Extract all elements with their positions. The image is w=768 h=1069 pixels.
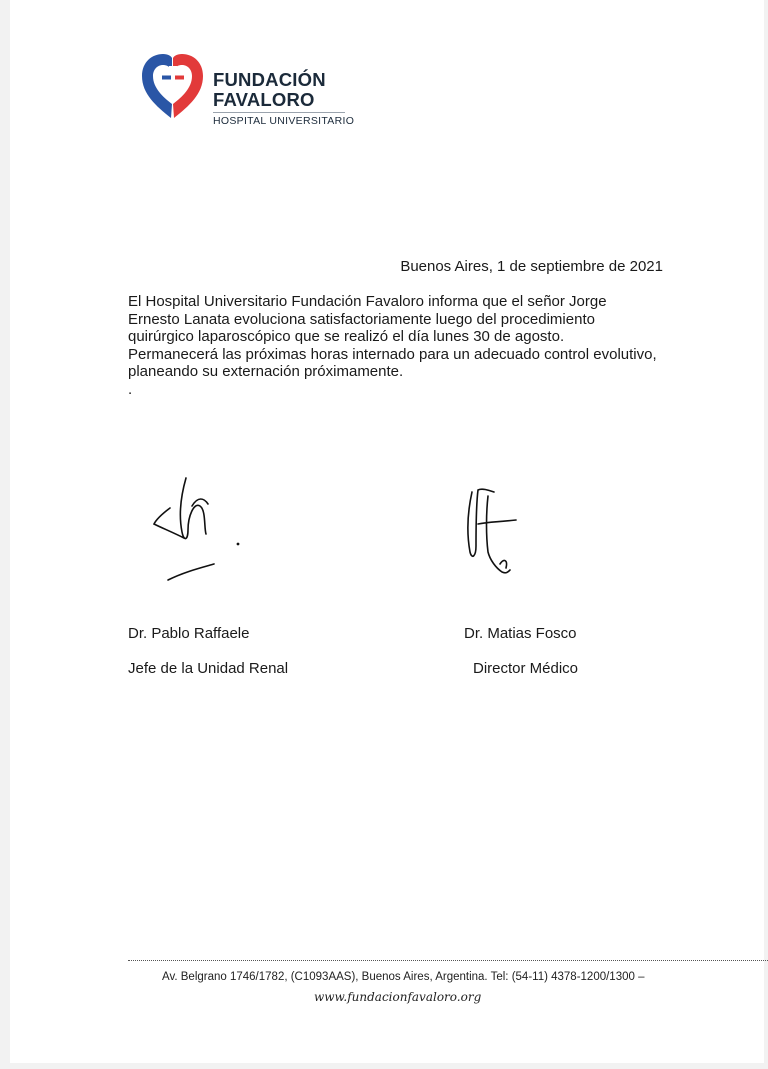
- org-name-line1: FUNDACIÓN: [213, 69, 326, 90]
- body-line: quirúrgico laparoscópico que se realizó el día lunes 30 de agosto.: [128, 328, 565, 345]
- signatory-title-left: Jefe de la Unidad Renal: [128, 660, 289, 677]
- body-line: planeando su externación próximamente.: [128, 363, 404, 380]
- letterhead-logo: [138, 52, 358, 128]
- signatory-name-right: Dr. Matias Fosco: [464, 625, 577, 642]
- footer-website: www.fundacionfavaloro.org: [314, 990, 482, 1004]
- body-line: Permanecerá las próximas horas internado para un adecuado control evolutivo,: [128, 345, 657, 363]
- footer-divider: [128, 960, 768, 961]
- letter-body: [128, 293, 688, 398]
- signatory-name-left: Dr. Pablo Raffaele: [128, 625, 250, 642]
- signatory-title-right: Director Médico: [473, 660, 579, 677]
- heart-cross-logo-icon: [138, 52, 208, 124]
- body-line: Ernesto Lanata evoluciona satisfactoriamente luego del procedimiento: [128, 310, 595, 328]
- org-name-line2: FAVALORO: [213, 89, 315, 110]
- body-line: El Hospital Universitario Fundación Favaloro informa que el señor Jorge: [128, 293, 607, 310]
- logo-divider: [213, 112, 345, 113]
- signature-right: [458, 480, 538, 580]
- footer-address: Av. Belgrano 1746/1782, (C1093AAS), Buenos Aires, Argentina. Tel: (54-11) 4378-1200/1300 –: [162, 971, 645, 983]
- signature-left: [148, 472, 258, 587]
- org-subtitle: HOSPITAL UNIVERSITARIO: [213, 115, 355, 127]
- letter-date: Buenos Aires, 1 de septiembre de 2021: [400, 258, 663, 275]
- body-line: .: [128, 380, 133, 398]
- letter-page: [10, 0, 764, 1063]
